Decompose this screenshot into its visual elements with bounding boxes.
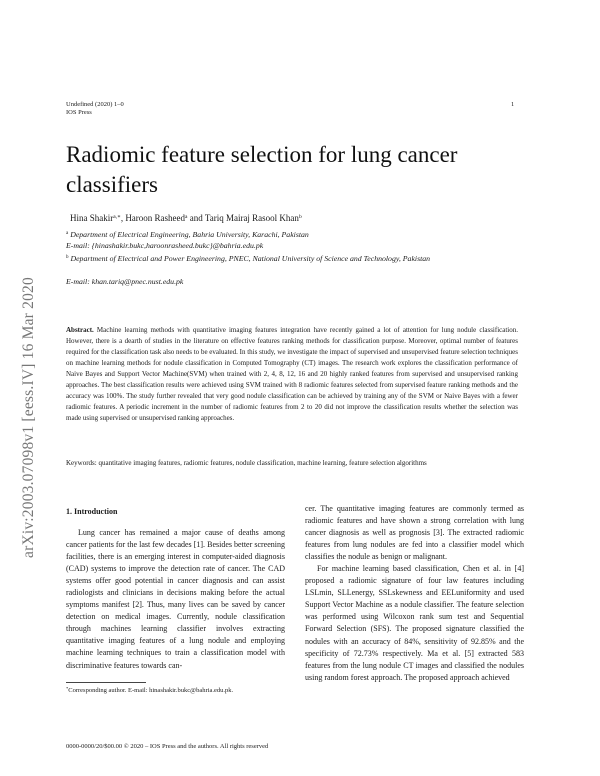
section-heading: 1. Introduction — [66, 507, 118, 516]
author-name: , Haroon Rasheed — [120, 213, 186, 223]
footnote-text: Corresponding author. E-mail: hinashakir.bukc@bahria.edu.pk. — [68, 687, 234, 694]
affiliation-text: Department of Electrical Engineering, Bahria University, Karachi, Pakistan — [70, 230, 309, 239]
journal-header: Undefined (2020) 1–0 — [66, 101, 124, 108]
copyright-line: 0000-0000/20/$00.00 © 2020 – IOS Press and the authors. All rights reserved — [66, 743, 269, 750]
arxiv-stamp: arXiv:2003.07098v1 [eess.IV] 16 Mar 2020 — [20, 277, 37, 558]
author-affiliation-mark: a — [185, 214, 188, 220]
abstract-text: Machine learning methods with quantitative imaging features integration have recently gained a lot of attention for lung nodule classification. However, there is a dearth of studies in the literature on effective features ranking methods for classification purpose. Moreover, optimal number of features required for the classification task also needs to be evaluated. In this study, we investigate the impact of supervised and unsupervised feature selection techniques on machine learning methods for nodule classification in Computed Tomography (CT) images. The research work explores the classification performance of Naive Bayes and Support Vector Machine(SVM) when trained with 2, 4, 8, 12, 16 and 20 highly ranked features from supervised and unsupervised ranking approaches. The best classification results were achieved using SVM trained with 8 radiomic features selected from supervised feature ranking methods and the accuracy was 100%. The study further revealed that very good nodule classification can be achieved by training any of the SVM or Naive Bayes with a fewer radiomic features. A periodic increment in the number of radiomic features from 2 to 20 did not improve the classification results whether the selection was made using supervised or unsupervised ranking approaches. — [66, 326, 518, 422]
affiliation-mark: a — [66, 231, 69, 236]
body-column-left — [66, 527, 285, 672]
body-paragraph: cer. The quantitative imaging features are commonly termed as radiomic features and have shown a strong correlation with lung cancer diagnosis as well as prognosis [3]. The extracted radiomic features from lung nodules are fed into a classifier model which classifies the nodule as benign or malignant. — [305, 504, 524, 562]
body-paragraph: Lung cancer has remained a major cause of deaths among cancer patients for the last few decades [1]. Besides better screening facilities, there is an emerging interest in computer-aided diagnosis (CAD) systems to improve the detection rate of cancer. The CAD systems offer good potential in cancer diagnosis and can assist radiologists and clinicians in decisions making before the actual symptoms manifest [2]. Thus, many lives can be saved by cancer detection on medical images. Currently, nodule classification through machines learning classifier involves extracting quantitative imaging features of a lung nodule and employing machine learning techniques to train a classification model with discriminative features towards can- — [66, 528, 285, 670]
page-number: 1 — [511, 101, 515, 108]
affiliation-a-email: E-mail: {hinashakir.bukc,haroonrasheed.bukc}@bahria.edu.pk — [66, 241, 264, 250]
author-name: and Tariq Mairaj Rasool Khan — [187, 213, 299, 223]
abstract — [66, 325, 518, 424]
paper-title: Radiomic feature selection for lung cancer classifiers — [66, 142, 458, 197]
footnote — [66, 685, 233, 695]
keywords: Keywords: quantitative imaging features, radiomic features, nodule classification, machine learning, feature selection algorithms — [66, 459, 427, 467]
author-affiliation-mark: b — [298, 214, 302, 220]
body-column-right — [305, 503, 524, 684]
body-paragraph: For machine learning based classification, Chen et al. in [4] proposed a radiomic signature of four law features including LSLmin, SLLenergy, SSLskewness and EELuniformity and used Support Vector Machine as a nodule classifier. The feature selection was performed using Wilcoxon rank sum test and Sequential Forward Selection (SFS). The proposed signature classified the nodules with an accuracy of 84%, sensitivity of 92.85% and the specificity of 72.73% respectively. Ma et al. [5] extracted 583 features from the lung nodule CT images and classified the nodules using random forest approach. The proposed approach achieved — [305, 564, 524, 682]
affiliation-a — [66, 228, 536, 240]
abstract-label: Abstract. — [66, 326, 94, 334]
footnote-rule — [66, 682, 146, 683]
affiliation-b — [66, 252, 536, 264]
author-name: Hina Shakir — [70, 213, 114, 223]
affiliation-b-email: E-mail: khan.tariq@pnec.nust.edu.pk — [66, 277, 184, 286]
author-list — [70, 211, 302, 224]
author-affiliation-mark: a,∗ — [113, 214, 121, 220]
affiliation-text: Department of Electrical and Power Engineering, PNEC, National University of Science and Technology, Pakistan — [70, 254, 431, 263]
affiliation-mark: b — [66, 255, 69, 260]
publisher-header: IOS Press — [66, 109, 92, 116]
footnote-mark: * — [66, 686, 69, 691]
